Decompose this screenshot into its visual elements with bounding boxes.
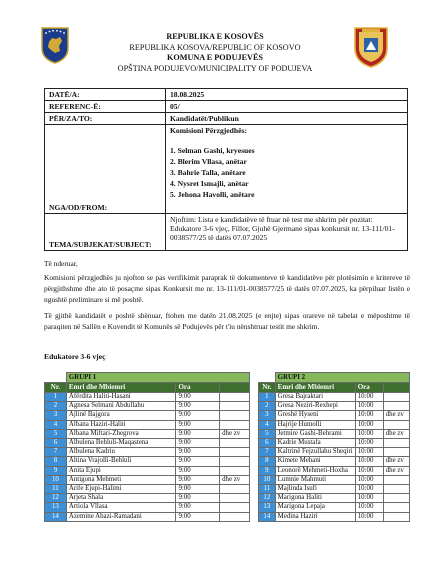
candidate-name: Kaltrinë Fejzullahu Sheqiri bbox=[275, 448, 355, 457]
row-note bbox=[383, 475, 409, 484]
row-note: dhe zv bbox=[383, 411, 409, 420]
commission-member: 3. Bahrie Talla, anëtare bbox=[170, 168, 246, 177]
exam-time: 9:00 bbox=[176, 411, 220, 420]
row-number: 13 bbox=[259, 503, 276, 512]
header-line-1: REPUBLIKA E KOSOVËS bbox=[166, 32, 264, 41]
row-number: 3 bbox=[259, 411, 276, 420]
row-note bbox=[383, 485, 409, 494]
table-row bbox=[259, 457, 410, 466]
row-number: 5 bbox=[45, 429, 67, 438]
table-row bbox=[45, 457, 250, 466]
paragraph-1: Komisioni përzgjedhës ju njofton se pas verifikimit paraprak të dokumenteve të kandidatëve për plotësimin e kritereve të përgjithshme dhe ato të posaçme sipas Konkursit me nr. 13-111/01-0038577/25 të datës 07.07.2025, ka përpiluar listën e ngushtë preliminare si më poshtë. bbox=[44, 273, 410, 304]
candidate-name: Leonorë Mehmeti-Hoxha bbox=[275, 466, 355, 475]
row-number: 10 bbox=[45, 475, 67, 484]
exam-time: 10:00 bbox=[355, 429, 383, 438]
exam-time: 9:00 bbox=[176, 503, 220, 512]
row-note bbox=[383, 420, 409, 429]
group-2-nr-header: Nr. bbox=[259, 383, 276, 393]
row-number: 6 bbox=[45, 439, 67, 448]
header-line-2: REPUBLIKA KOSOVA/REPUBLIC OF KOSOVO bbox=[129, 42, 301, 52]
document-header bbox=[60, 32, 370, 74]
candidate-name: Albana Haziri-Haliti bbox=[66, 420, 176, 429]
row-number: 12 bbox=[259, 494, 276, 503]
row-number: 11 bbox=[45, 485, 67, 494]
reference-label: REFERENC-Ë: bbox=[45, 101, 166, 113]
exam-time: 9:00 bbox=[176, 466, 220, 475]
row-number: 2 bbox=[45, 402, 67, 411]
candidate-name: Kimete Mehani bbox=[275, 457, 355, 466]
table-row bbox=[45, 411, 250, 420]
row-note bbox=[220, 448, 250, 457]
row-note bbox=[220, 485, 250, 494]
table-row bbox=[45, 429, 250, 438]
table-row bbox=[45, 448, 250, 457]
group-2-table bbox=[258, 372, 410, 522]
exam-time: 9:00 bbox=[176, 494, 220, 503]
greeting: Të nderuar, bbox=[44, 259, 78, 268]
row-note bbox=[383, 503, 409, 512]
group-2-name-header: Emri dhe Mbiemri bbox=[275, 383, 355, 393]
table-row bbox=[45, 494, 250, 503]
row-note bbox=[220, 411, 250, 420]
exam-time: 9:00 bbox=[176, 420, 220, 429]
table-row bbox=[259, 393, 410, 402]
exam-time: 9:00 bbox=[176, 393, 220, 402]
row-note: dhe zv bbox=[383, 466, 409, 475]
row-number: 9 bbox=[45, 466, 67, 475]
table-row bbox=[45, 466, 250, 475]
row-number: 9 bbox=[259, 466, 276, 475]
exam-time: 9:00 bbox=[176, 485, 220, 494]
group-2-rows bbox=[259, 393, 410, 522]
table-row bbox=[45, 439, 250, 448]
candidate-name: Afërdita Haliti-Hasani bbox=[66, 393, 176, 402]
row-note bbox=[220, 439, 250, 448]
row-number: 2 bbox=[259, 402, 276, 411]
row-number: 4 bbox=[259, 420, 276, 429]
exam-time: 10:00 bbox=[355, 411, 383, 420]
reference-value: 05/ bbox=[166, 101, 408, 113]
row-number: 6 bbox=[259, 439, 276, 448]
candidate-name: Albulena Behluli-Maqastena bbox=[66, 439, 176, 448]
table-row bbox=[259, 503, 410, 512]
exam-time: 10:00 bbox=[355, 439, 383, 448]
candidate-name: Azemine Abazi-Ramadani bbox=[66, 512, 176, 521]
exam-time: 10:00 bbox=[355, 512, 383, 521]
exam-time: 10:00 bbox=[355, 420, 383, 429]
group-1-table bbox=[44, 372, 250, 522]
position-subtitle: Edukatore 3-6 vjeç bbox=[44, 352, 106, 361]
exam-time: 9:00 bbox=[176, 512, 220, 521]
row-note bbox=[383, 448, 409, 457]
table-row bbox=[259, 429, 410, 438]
row-number: 11 bbox=[259, 485, 276, 494]
group-1-nr-header: Nr. bbox=[45, 383, 67, 393]
table-row bbox=[45, 420, 250, 429]
from-label: NGA/OD/FROM: bbox=[45, 125, 166, 214]
row-note bbox=[220, 503, 250, 512]
commission-cell bbox=[166, 125, 408, 214]
candidate-name: Antigona Mehmeti bbox=[66, 475, 176, 484]
row-note: dhe zv bbox=[220, 475, 250, 484]
row-note bbox=[220, 457, 250, 466]
group-1-rows bbox=[45, 393, 250, 522]
table-row bbox=[45, 402, 250, 411]
exam-time: 10:00 bbox=[355, 448, 383, 457]
table-row bbox=[259, 466, 410, 475]
exam-time: 9:00 bbox=[176, 402, 220, 411]
memo-info-table bbox=[44, 88, 408, 251]
row-number: 10 bbox=[259, 475, 276, 484]
recipient-label: PËR/ZA/TO: bbox=[45, 113, 166, 125]
row-note bbox=[383, 512, 409, 521]
table-row bbox=[259, 485, 410, 494]
candidate-name: Greshë Hyseni bbox=[275, 411, 355, 420]
table-row bbox=[45, 485, 250, 494]
row-number: 1 bbox=[259, 393, 276, 402]
row-note: dhe zv bbox=[383, 457, 409, 466]
group-2-title: GRUPI 2 bbox=[275, 373, 409, 383]
candidate-name: Medina Haziri bbox=[275, 512, 355, 521]
table-row bbox=[259, 439, 410, 448]
exam-time: 10:00 bbox=[355, 475, 383, 484]
table-row bbox=[259, 512, 410, 521]
row-number: 7 bbox=[259, 448, 276, 457]
paragraph-2: Të gjithë kandidatët e poshtë shënuar, ftohen me datën 21.08.2025 (e enjte) sipas orareve në tabelat e mëposhtme të paraqiten në Sallën e Kuvendit të Komunës së Podujevës për t'iu nënshtruar testit me shkrim. bbox=[44, 311, 410, 331]
exam-time: 9:00 bbox=[176, 457, 220, 466]
candidate-name: Arjeta Shala bbox=[66, 494, 176, 503]
row-number: 14 bbox=[45, 512, 67, 521]
table-row bbox=[259, 420, 410, 429]
exam-time: 10:00 bbox=[355, 457, 383, 466]
row-number: 8 bbox=[45, 457, 67, 466]
candidate-name: Albulena Kadriu bbox=[66, 448, 176, 457]
recipient-value: Kandidatët/Publikun bbox=[166, 113, 408, 125]
commission-member: 4. Nysret Ismajli, anëtar bbox=[170, 179, 249, 188]
row-number: 5 bbox=[259, 429, 276, 438]
subject-label: TEMA/SUBJEKAT/SUBJECT: bbox=[45, 214, 166, 251]
date-value: 18.08.2025 bbox=[166, 89, 408, 101]
candidate-name: Marigona Haliti bbox=[275, 494, 355, 503]
exam-time: 9:00 bbox=[176, 475, 220, 484]
header-line-3: KOMUNA E PODUJEVËS bbox=[167, 53, 263, 62]
table-row bbox=[45, 512, 250, 521]
table-row bbox=[259, 494, 410, 503]
candidate-name: Gresa Neziri-Rexhepi bbox=[275, 402, 355, 411]
exam-time: 10:00 bbox=[355, 402, 383, 411]
date-label: DATË/A: bbox=[45, 89, 166, 101]
row-note bbox=[220, 402, 250, 411]
row-note bbox=[220, 466, 250, 475]
candidate-name: Ajlinë Bajgora bbox=[66, 411, 176, 420]
candidate-name: Jetmire Gashi-Behrami bbox=[275, 429, 355, 438]
row-number: 7 bbox=[45, 448, 67, 457]
row-note bbox=[383, 439, 409, 448]
row-number: 3 bbox=[45, 411, 67, 420]
row-number: 8 bbox=[259, 457, 276, 466]
row-note bbox=[220, 393, 250, 402]
commission-title: Komisioni Përzgjedhës: bbox=[170, 126, 247, 135]
row-note bbox=[220, 512, 250, 521]
row-number: 4 bbox=[45, 420, 67, 429]
candidate-name: Arife Ejupi-Halimi bbox=[66, 485, 176, 494]
row-number: 1 bbox=[45, 393, 67, 402]
candidate-name: Hajrije Humolli bbox=[275, 420, 355, 429]
exam-time: 9:00 bbox=[176, 429, 220, 438]
candidate-name: Agnesa Selmani Abdullahu bbox=[66, 402, 176, 411]
row-number: 13 bbox=[45, 503, 67, 512]
row-note bbox=[220, 420, 250, 429]
subject-value: Njoftim: Lista e kandidatëve të ftuar në test me shkrim për pozitat: Edukatore 3-6 vjeç, Fillor, Gjuhë Gjermane sipas konkursit nr. 13-111/01-0038577/25 të datës 07.07.2025 bbox=[166, 214, 408, 251]
exam-time: 10:00 bbox=[355, 466, 383, 475]
exam-time: 10:00 bbox=[355, 494, 383, 503]
row-number: 12 bbox=[45, 494, 67, 503]
table-row bbox=[45, 393, 250, 402]
group-2-time-header: Ora bbox=[355, 383, 383, 393]
row-number: 14 bbox=[259, 512, 276, 521]
commission-member: 1. Selman Gashi, kryesues bbox=[170, 146, 255, 155]
row-note bbox=[220, 494, 250, 503]
exam-time: 9:00 bbox=[176, 448, 220, 457]
candidate-name: Lumnie Mahmuti bbox=[275, 475, 355, 484]
commission-member: 2. Blerim Vllasa, anëtar bbox=[170, 157, 247, 166]
commission-member: 5. Jehona Havolli, anëtare bbox=[170, 190, 255, 199]
candidate-name: Kadrie Mustafa bbox=[275, 439, 355, 448]
table-row bbox=[259, 475, 410, 484]
candidate-name: Albana Miftari-Zhegrova bbox=[66, 429, 176, 438]
header-line-4: OPŠTINA PODUJEVO/MUNICIPALITY OF PODUJEVA bbox=[117, 63, 313, 73]
candidate-name: Anita Ejupi bbox=[66, 466, 176, 475]
row-note: dhe zv bbox=[383, 429, 409, 438]
table-row bbox=[45, 475, 250, 484]
exam-time: 10:00 bbox=[355, 393, 383, 402]
group-1-time-header: Ora bbox=[176, 383, 220, 393]
exam-time: 9:00 bbox=[176, 439, 220, 448]
candidate-name: Majlinda Isufi bbox=[275, 485, 355, 494]
row-note bbox=[383, 393, 409, 402]
group-1-name-header: Emri dhe Mbiemri bbox=[66, 383, 176, 393]
table-row bbox=[45, 503, 250, 512]
exam-time: 10:00 bbox=[355, 503, 383, 512]
exam-time: 10:00 bbox=[355, 485, 383, 494]
candidate-name: Altina Vrajolli-Behluli bbox=[66, 457, 176, 466]
candidate-name: Artiola Vllasa bbox=[66, 503, 176, 512]
table-row bbox=[259, 448, 410, 457]
row-note bbox=[383, 402, 409, 411]
candidate-name: Gresa Bajraktari bbox=[275, 393, 355, 402]
row-note bbox=[383, 494, 409, 503]
candidate-name: Marigona Lepaja bbox=[275, 503, 355, 512]
row-note: dhe zv bbox=[220, 429, 250, 438]
table-row bbox=[259, 402, 410, 411]
group-1-title: GRUPI 1 bbox=[66, 373, 249, 383]
table-row bbox=[259, 411, 410, 420]
commission-member-list bbox=[170, 145, 403, 200]
